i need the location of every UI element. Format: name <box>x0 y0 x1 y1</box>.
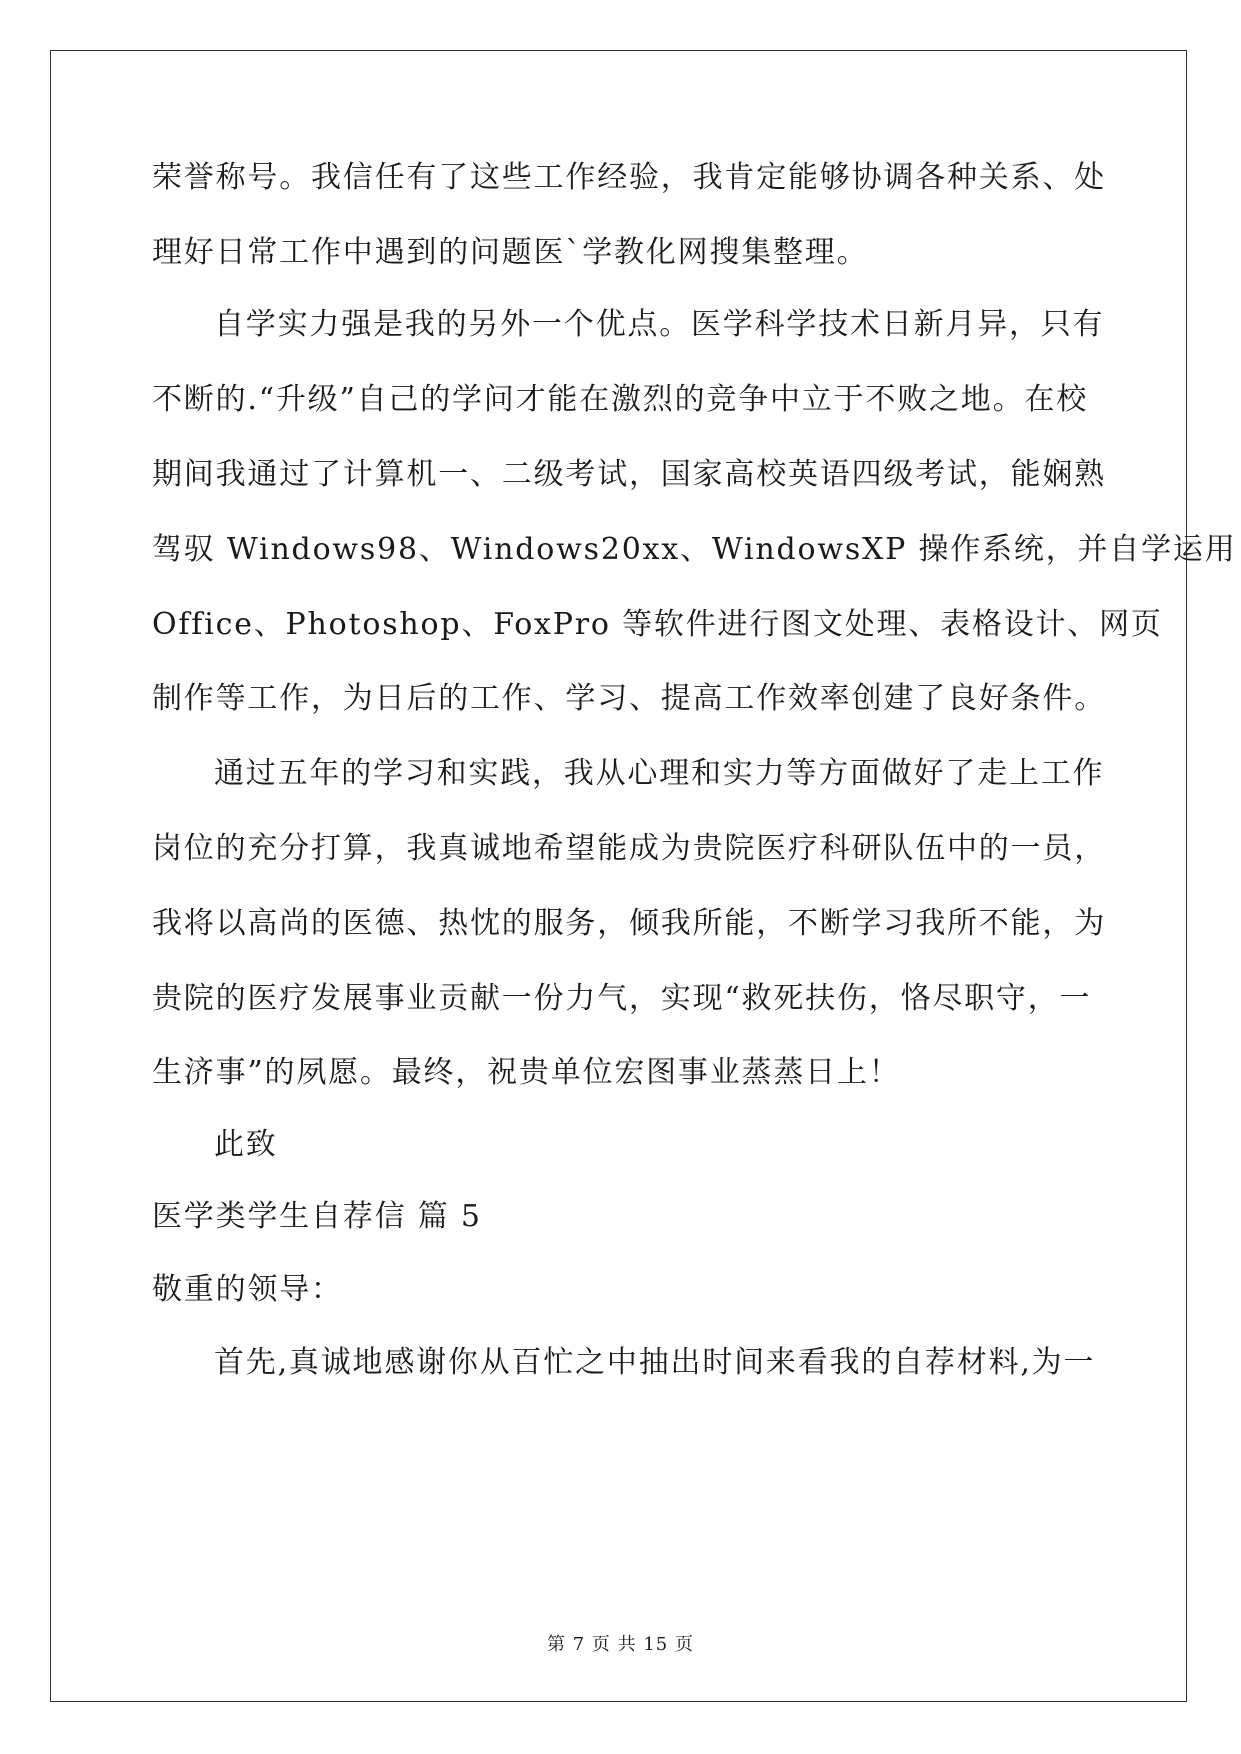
section-heading: 医学类学生自荐信 篇 5 <box>152 1199 482 1234</box>
text-line: 期间我通过了计算机一、二级考试，国家高校英语四级考试，能娴熟 <box>152 457 1106 492</box>
text-line: 贵院的医疗发展事业贡献一份力气，实现“救死扶伤，恪尽职守，一 <box>152 981 1092 1016</box>
text-line: 通过五年的学习和实践，我从心理和实力等方面做好了走上工作 <box>214 756 1105 791</box>
salutation: 敬重的领导： <box>152 1272 343 1307</box>
text-line: 生济事”的夙愿。最终，祝贵单位宏图事业蒸蒸日上！ <box>152 1055 901 1090</box>
text-line: 首先,真诚地感谢你从百忙之中抽出时间来看我的自荐材料,为一 <box>214 1345 1096 1380</box>
text-line: Office、Photoshop、FoxPro 等软件进行图文处理、表格设计、网页 <box>152 607 1163 642</box>
text-line: 荣誉称号。我信任有了这些工作经验，我肯定能够协调各种关系、处 <box>152 160 1106 195</box>
text-line: 岗位的充分打算，我真诚地希望能成为贵院医疗科研队伍中的一员， <box>152 831 1106 866</box>
text-line: 自学实力强是我的另外一个优点。医学科学技术日新月异，只有 <box>214 307 1105 342</box>
text-line: 理好日常工作中遇到的问题医`学教化网搜集整理。 <box>152 235 869 270</box>
text-line: 不断的.“升级”自己的学问才能在激烈的竞争中立于不败之地。在校 <box>152 382 1089 417</box>
page-border <box>50 50 1187 1702</box>
text-line: 此致 <box>214 1127 278 1162</box>
text-line: 制作等工作，为日后的工作、学习、提高工作效率创建了良好条件。 <box>152 681 1106 716</box>
text-line: 驾驭 Windows98、Windows20xx、WindowsXP 操作系统，并自学运用 <box>152 532 1237 567</box>
page-footer: 第 7 页 共 15 页 <box>547 1634 694 1655</box>
text-line: 我将以高尚的医德、热忱的服务，倾我所能，不断学习我所不能，为 <box>152 906 1106 941</box>
